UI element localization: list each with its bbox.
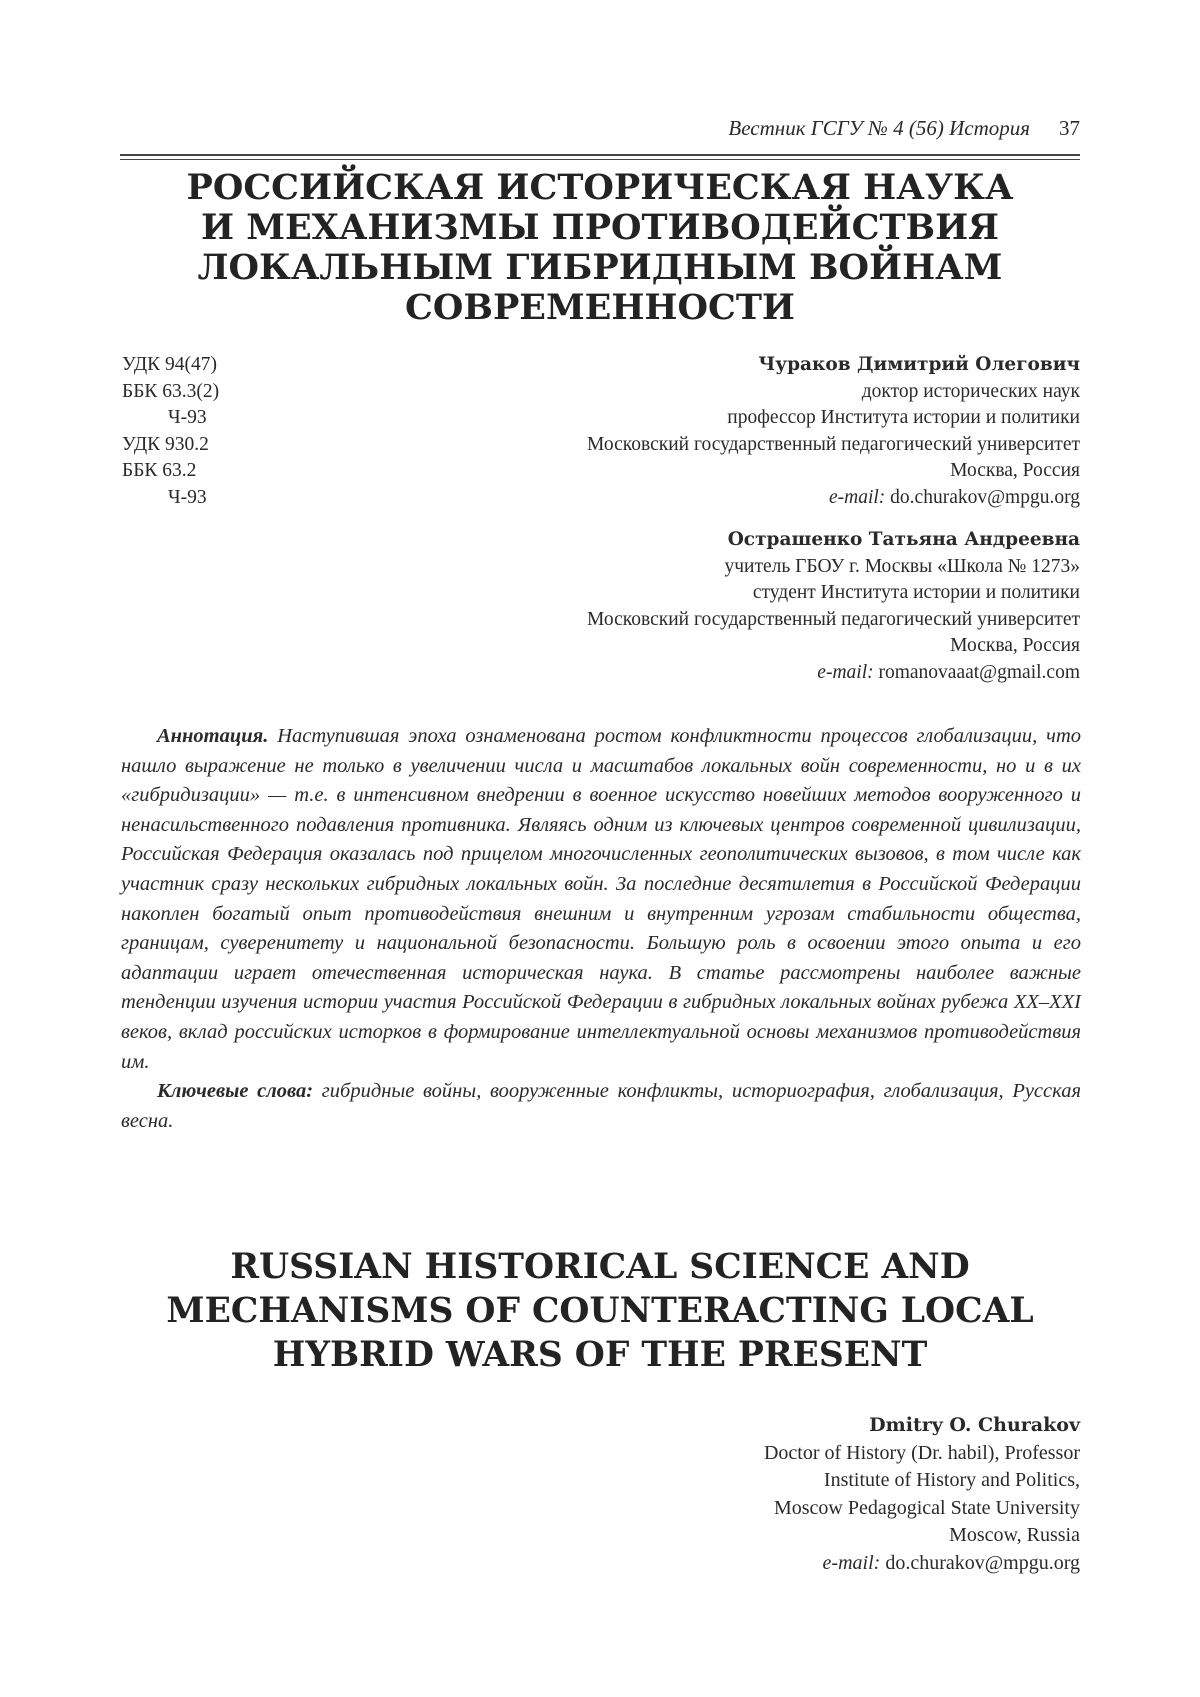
bbk-code: ББК 63.2: [122, 460, 197, 481]
code-block: [122, 432, 219, 512]
title-ru-line: СОВРЕМЕННОСТИ: [405, 287, 795, 328]
author-email: [320, 485, 1080, 512]
running-header: [120, 116, 1080, 150]
author-email-en: [320, 1550, 1080, 1578]
journal-title: Вестник ГСГУ № 4 (56) История: [728, 116, 1030, 140]
author-block: [320, 352, 1080, 511]
title-en-line: HYBRID WARS OF THE PRESENT: [272, 1335, 928, 1375]
author-affiliation: профессор Института истории и политики: [727, 407, 1080, 428]
keywords-paragraph: [121, 1077, 1081, 1136]
author-name-en: Dmitry O. Churakov: [869, 1414, 1080, 1436]
code-block: [122, 352, 219, 432]
page-number: 37: [1059, 116, 1080, 140]
title-ru-line: И МЕХАНИЗМЫ ПРОТИВОДЕЙСТВИЯ: [200, 207, 1000, 248]
udk-code: УДК 94(47): [122, 354, 218, 375]
author-affiliation: доктор исторических наук: [861, 380, 1080, 402]
author-affiliation-en: Doctor of History (Dr. habil), Professor: [763, 1441, 1080, 1464]
email-address[interactable]: romanovaaat@gmail.com: [878, 661, 1080, 683]
email-label: e-mail:: [817, 661, 874, 683]
email-label: e-mail:: [828, 486, 886, 508]
author-affiliation: Московский государственный педагогический университет: [587, 433, 1080, 455]
title-en-line: MECHANISMS OF COUNTERACTING LOCAL: [166, 1291, 1034, 1331]
author-affiliation: учитель ГБОУ г. Москвы «Школа № 1273»: [724, 555, 1080, 577]
author-name: Острашенко Татьяна Андреевна: [727, 529, 1080, 550]
bbk-code: ББК 63.3(2): [122, 380, 220, 402]
author-en: [320, 1412, 1080, 1577]
author-mark: Ч-93: [168, 407, 207, 428]
title-ru-line: ЛОКАЛЬНЫМ ГИБРИДНЫМ ВОЙНАМ: [197, 247, 1003, 288]
email-label: e-mail:: [822, 1551, 881, 1574]
title-ru-line: РОССИЙСКАЯ ИСТОРИЧЕСКАЯ НАУКА: [186, 167, 1014, 208]
classification-codes: [122, 352, 219, 511]
keywords-label: Ключевые слова:: [157, 1080, 314, 1103]
author-affiliation-en: Institute of History and Politics,: [823, 1469, 1080, 1491]
author-mark: Ч-93: [168, 486, 207, 508]
header-rule-thick: [120, 154, 1080, 156]
email-address[interactable]: do.churakov@mpgu.org: [890, 486, 1080, 508]
header-rule-thin: [120, 159, 1080, 160]
abstract-label: Аннотация.: [157, 725, 269, 747]
title-en-line: RUSSIAN HISTORICAL SCIENCE AND: [230, 1247, 970, 1287]
author-affiliation-en: Moscow, Russia: [949, 1524, 1080, 1546]
author-affiliation: Москва, Россия: [950, 635, 1080, 656]
authors-ru: [320, 352, 1080, 702]
author-affiliation: Москва, Россия: [950, 460, 1080, 481]
udk-code: УДК 930.2: [122, 433, 209, 455]
article-title-en: [120, 1245, 1080, 1377]
abstract-text: Наступившая эпоха ознаменована ростом конфликтности процессов глобализации, что нашло выражение не только в увеличении числа и масштабов локальных войн современности, но и в их «гибридизации» — т.е. в интенсивном внедрении в военное искусство новейших методов вооруженного и ненасильственного подавления противника. Являясь одним из ключевых центров современной цивилизации, Российская Федерация оказалась под прицелом многочисленных геополитических вызовов, в том числе как участник сразу нескольких гибридных локальных войн. За последние десятилетия в Российской Федерации накоплен богатый опыт противодействия внешним и внутренним угрозам стабильности общества, границам, суверенитету и национальной безопасности. Большую роль в освоении этого опыта и его адаптации играет отечественная историческая наука. В статье рассмотрены наиболее важные тенденции изучения истории участия Российской Федерации в гибридных локальных войнах рубежа XX–XXI веков, вклад российских исторков в формирование интеллектуальной основы механизмов противодействия им.: [121, 725, 1082, 1073]
author-block: [320, 527, 1080, 686]
abstract-paragraph: [121, 722, 1081, 1077]
keywords-text: гибридные войны, вооруженные конфликты, историография, глобализация, Русская весна.: [121, 1080, 1081, 1132]
email-address[interactable]: do.churakov@mpgu.org: [885, 1551, 1080, 1574]
author-email: [320, 660, 1080, 687]
author-affiliation-en: Moscow Pedagogical State University: [773, 1496, 1080, 1519]
author-name: Чураков Димитрий Олегович: [758, 354, 1080, 375]
article-title-ru: [150, 168, 1050, 328]
author-affiliation: Московский государственный педагогический университет: [587, 608, 1080, 630]
author-affiliation: студент Института истории и политики: [752, 582, 1080, 603]
abstract-section: [121, 722, 1081, 1136]
